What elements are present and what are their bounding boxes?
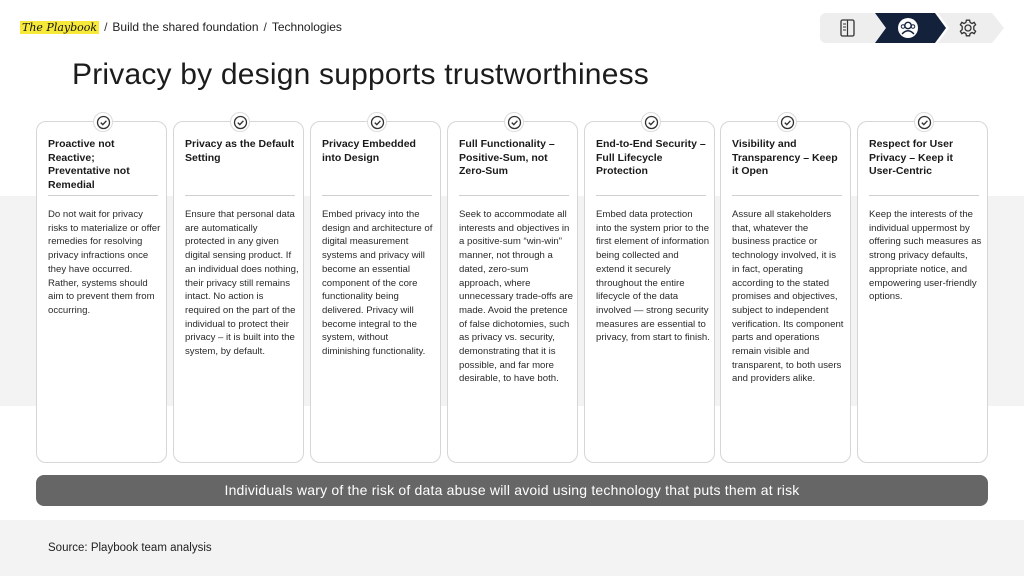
- step-navigation: [820, 13, 1004, 43]
- check-icon: [230, 112, 250, 132]
- principle-card-proactive: [36, 121, 167, 463]
- breadcrumb: [20, 20, 342, 34]
- card-body: Seek to accommodate all interests and objectives in a positive-sum “win-win” manner, not through a dated, zero-sum approach, where unnecessary trade-offs are made. Avoid the pretence of false dichotomies, such as privacy vs. security, demonstrating that it is possible, and far more desirable, to have both.: [459, 209, 573, 385]
- page-title: Privacy by design supports trustworthiness: [72, 58, 649, 91]
- check-icon: [93, 112, 113, 132]
- card-divider: [732, 195, 842, 196]
- nav-step-document[interactable]: [828, 13, 868, 43]
- source-note: Source: Playbook team analysis: [48, 542, 212, 554]
- check-icon: [641, 112, 661, 132]
- card-body: Keep the interests of the individual uppermost by offering such measures as strong privacy defaults, appropriate notice, and empowering user-friendly options.: [869, 209, 982, 303]
- card-title: Full Functionality – Positive-Sum, not Zero-Sum: [459, 138, 555, 178]
- principle-card-full-functionality: [447, 121, 578, 463]
- breadcrumb-item-technologies: Technologies: [271, 20, 342, 34]
- card-divider: [869, 195, 979, 196]
- principle-card-user-centric: [857, 121, 988, 463]
- nav-step-people[interactable]: [888, 13, 928, 43]
- card-body: Do not wait for privacy risks to materialize or offer remedies for resolving privacy infractions once they have occurred. Rather, systems should aim to prevent them from occurring.: [48, 209, 161, 316]
- nav-step-settings[interactable]: [948, 13, 988, 43]
- card-title: End-to-End Security – Full Lifecycle Protection: [596, 138, 706, 178]
- card-body: Ensure that personal data are automatically protected in any given digital sensing product. If an individual does nothing, their privacy still remains intact. No action is required on the part of the individual to protect their privacy – it is built into the system, by default.: [185, 209, 299, 358]
- card-body: Embed data protection into the system prior to the first element of information being collected and extend it securely throughout the entire lifecycle of the data involved — strong security measures are essential to privacy, from start to finish.: [596, 209, 710, 344]
- check-icon: [914, 112, 934, 132]
- gear-icon: [948, 13, 988, 43]
- principle-card-end-to-end: [584, 121, 715, 463]
- check-icon: [777, 112, 797, 132]
- card-divider: [185, 195, 295, 196]
- card-title: Respect for User Privacy – Keep it User-Centric: [869, 138, 954, 178]
- card-title: Visibility and Transparency – Keep it Open: [732, 138, 838, 178]
- card-divider: [596, 195, 706, 196]
- principle-card-default-setting: [173, 121, 304, 463]
- principle-card-embedded: [310, 121, 441, 463]
- breadcrumb-item-foundation[interactable]: Build the shared foundation: [112, 20, 259, 34]
- card-title: Privacy Embedded into Design: [322, 138, 416, 164]
- breadcrumb-separator: /: [263, 20, 267, 34]
- check-icon: [367, 112, 387, 132]
- breadcrumb-brand[interactable]: The Playbook: [22, 21, 98, 34]
- card-body: Embed privacy into the design and architecture of digital measurement systems and privacy will become an essential component of the core functionality being delivered. Privacy will become integral to the system, without diminishing functionality.: [322, 209, 433, 358]
- people-icon: [888, 13, 928, 43]
- check-icon: [504, 112, 524, 132]
- principle-card-visibility: [720, 121, 851, 463]
- card-divider: [322, 195, 432, 196]
- breadcrumb-separator: /: [104, 20, 108, 34]
- summary-banner: Individuals wary of the risk of data abuse will avoid using technology that puts them at risk: [36, 475, 988, 506]
- card-title: Privacy as the Default Setting: [185, 138, 295, 164]
- card-title: Proactive not Reactive; Preventative not Remedial: [48, 138, 130, 191]
- card-divider: [48, 195, 158, 196]
- card-body: Assure all stakeholders that, whatever the business practice or technology involved, it is in fact, operating according to the stated promises and objectives, subject to independent verification. Its component parts and operations remain visible and transparent, to both users and providers alike.: [732, 209, 844, 385]
- document-icon: [828, 13, 868, 43]
- card-divider: [459, 195, 569, 196]
